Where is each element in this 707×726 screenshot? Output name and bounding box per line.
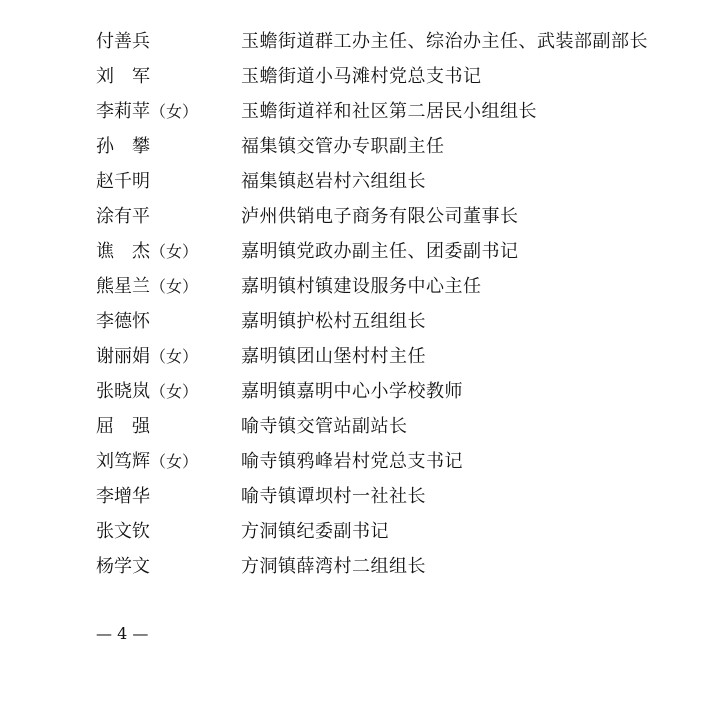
person-title: 方洞镇薛湾村二组组长 <box>241 556 426 577</box>
list-item <box>96 94 656 129</box>
person-title: 嘉明镇团山堡村村主任 <box>241 346 426 367</box>
list-item <box>96 234 656 269</box>
person-name: 涂有平 <box>96 206 150 227</box>
person-name: 谢丽娟（女） <box>96 346 199 367</box>
person-name: 张文钦 <box>96 521 150 542</box>
person-name: 李德怀 <box>96 311 150 332</box>
person-name: 刘 军 <box>96 66 150 87</box>
person-name: 孙 攀 <box>96 136 150 157</box>
person-name: 付善兵 <box>96 31 150 52</box>
person-name: 熊星兰（女） <box>96 276 199 297</box>
person-name: 赵千明 <box>96 171 150 192</box>
list-item <box>96 409 656 444</box>
person-title: 嘉明镇村镇建设服务中心主任 <box>241 276 482 297</box>
person-title: 嘉明镇嘉明中心小学校教师 <box>241 381 463 402</box>
person-title: 方洞镇纪委副书记 <box>241 521 389 542</box>
person-title: 喻寺镇交管站副站长 <box>241 416 408 437</box>
list-item <box>96 199 656 234</box>
person-title: 喻寺镇鸦峰岩村党总支书记 <box>241 451 463 472</box>
list-item <box>96 374 656 409</box>
person-title: 玉蟾街道群工办主任、综治办主任、武装部副部长 <box>241 31 648 52</box>
person-title: 玉蟾街道祥和社区第二居民小组组长 <box>241 101 537 122</box>
list-item <box>96 59 656 94</box>
gender-note: （女） <box>150 382 199 401</box>
list-item <box>96 24 656 59</box>
person-title: 嘉明镇护松村五组组长 <box>241 311 426 332</box>
person-title: 玉蟾街道小马滩村党总支书记 <box>241 66 482 87</box>
person-name: 杨学文 <box>96 556 150 577</box>
person-title: 福集镇交管办专职副主任 <box>241 136 445 157</box>
person-title: 福集镇赵岩村六组组长 <box>241 171 426 192</box>
person-name: 谯 杰（女） <box>96 241 199 262</box>
list-item <box>96 514 656 549</box>
list-item <box>96 339 656 374</box>
list-item <box>96 129 656 164</box>
person-title: 泸州供销电子商务有限公司董事长 <box>241 206 519 227</box>
person-title: 嘉明镇党政办副主任、团委副书记 <box>241 241 519 262</box>
gender-note: （女） <box>150 102 199 121</box>
person-name: 李莉苹（女） <box>96 101 199 122</box>
page-number: — 4 — <box>96 624 149 643</box>
person-title: 喻寺镇谭坝村一社社长 <box>241 486 426 507</box>
gender-note: （女） <box>150 277 199 296</box>
personnel-list <box>96 24 656 584</box>
person-name: 李增华 <box>96 486 150 507</box>
list-item <box>96 269 656 304</box>
person-name: 屈 强 <box>96 416 150 437</box>
list-item <box>96 444 656 479</box>
list-item <box>96 304 656 339</box>
gender-note: （女） <box>150 242 199 261</box>
gender-note: （女） <box>150 452 199 471</box>
list-item <box>96 479 656 514</box>
person-name: 张晓岚（女） <box>96 381 199 402</box>
person-name: 刘笃辉（女） <box>96 451 199 472</box>
gender-note: （女） <box>150 347 199 366</box>
list-item <box>96 549 656 584</box>
list-item <box>96 164 656 199</box>
